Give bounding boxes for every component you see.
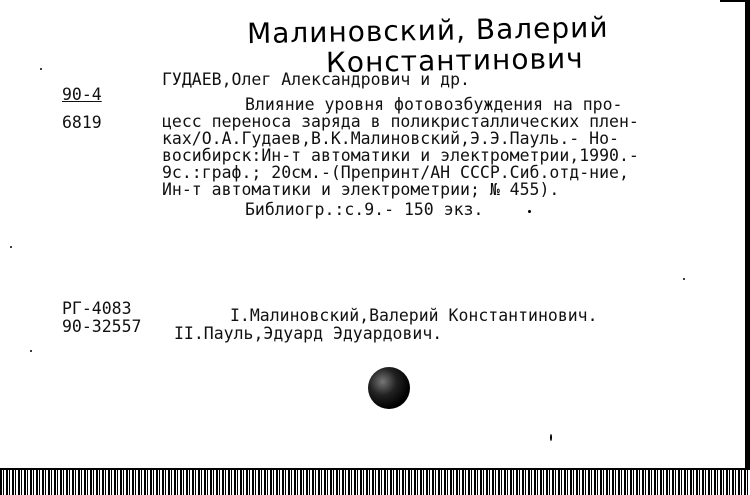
entry-line: восибирск:Ин-т автоматики и электрометрии,1990.- [162,146,639,165]
entry-line: ках/О.А.Гудаев,В.К.Малиновский,Э.Э.Пауль.- Но- [162,129,619,148]
speck [528,210,531,213]
tracing-entry: II.Пауль,Эдуард Эдуардович. [174,324,443,343]
class-code: 90-4 [62,85,102,104]
handwritten-name-line1: Малиновский, Валерий [246,10,609,51]
entry-line: Библиогр.:с.9.- 150 экз. [245,200,484,219]
entry-heading: ГУДАЕВ,Олег Александрович и др. [162,70,470,89]
entry-line: цесс переноса заряда в поликристаллических плен- [162,112,639,131]
speck [10,246,12,248]
entry-line: Ин-т автоматики и электрометрии; № 455). [162,180,560,199]
speck [30,350,32,352]
catalog-number: 6819 [62,113,102,132]
speck [683,278,685,280]
entry-line: Влияние уровня фотовозбуждения на про- [245,95,623,114]
handwritten-name-line2: Константинович [325,41,584,80]
scan-edge [745,0,750,470]
speck [550,434,552,441]
tracing-entry: I.Малиновский,Валерий Константинович. [230,306,598,325]
speck [40,68,42,70]
tracing-code: РГ-4083 [62,299,132,318]
scan-edge-top [720,0,750,2]
punch-hole [368,367,410,409]
entry-line: 9с.:граф.; 20см.-(Препринт/АН СССР.Сиб.отд-ние, [162,163,629,182]
tracing-code: 90-32557 [62,317,142,336]
scan-bottom-strip [0,470,750,495]
